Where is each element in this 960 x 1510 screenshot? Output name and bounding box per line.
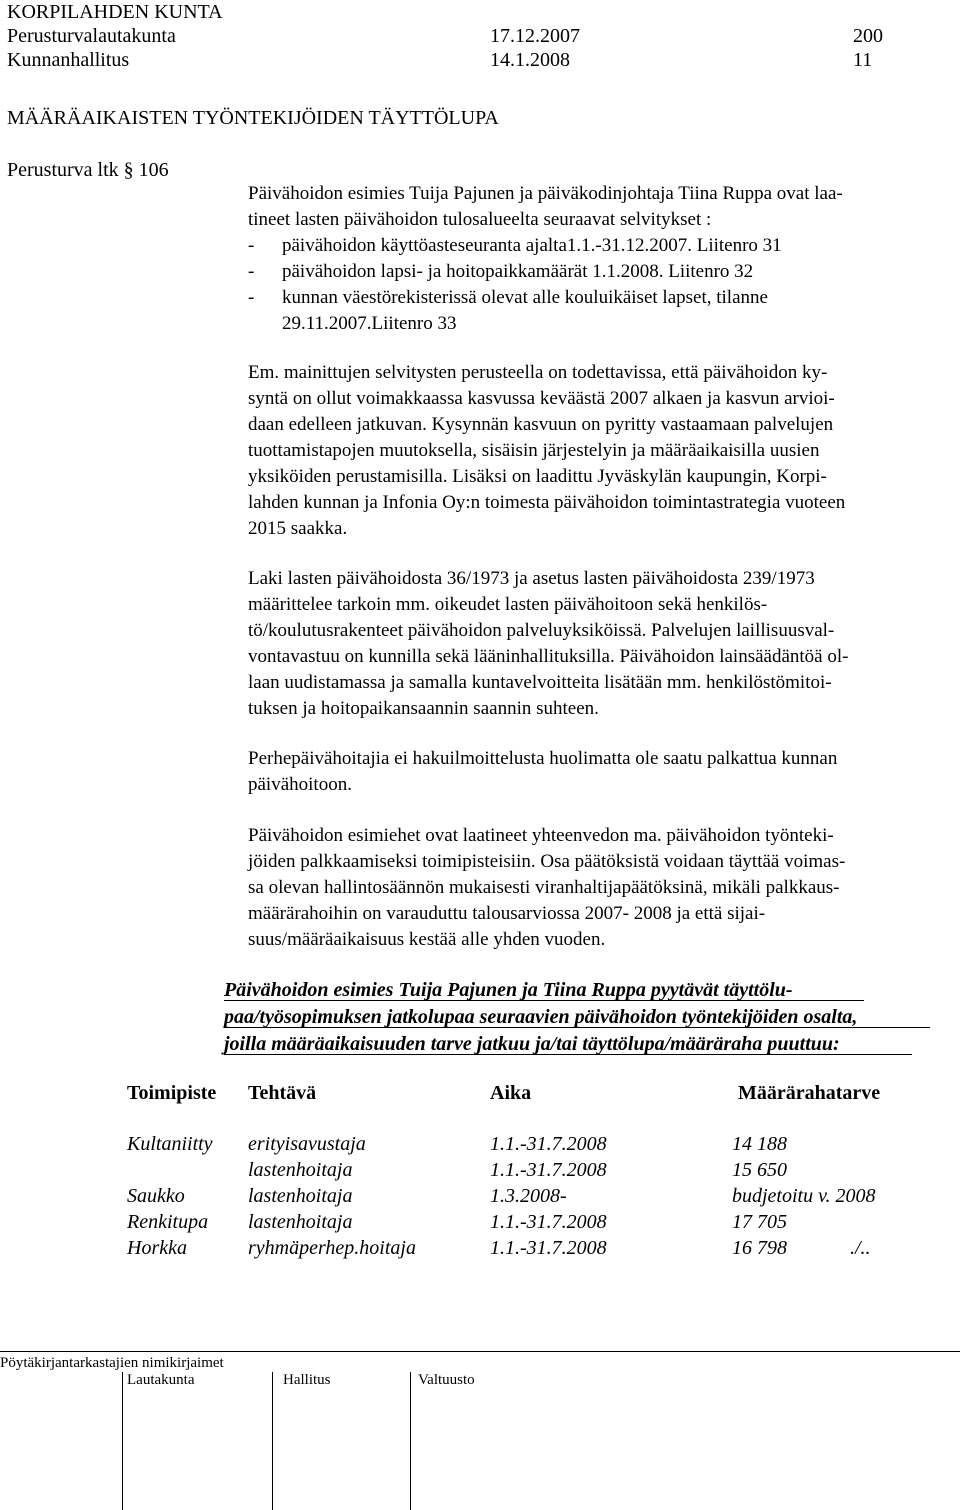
table-cell-task: lastenhoitaja bbox=[248, 1159, 353, 1181]
table-cell-period: 1.1.-31.7.2008 bbox=[490, 1133, 607, 1155]
paragraph-line: tö/koulutusrakenteet päivähoidon palveluyksiköissä. Palvelujen laillisuusval- bbox=[248, 620, 835, 641]
meeting-date-1: 17.12.2007 bbox=[490, 25, 580, 47]
paragraph-line: päivähoitoon. bbox=[248, 774, 352, 795]
bullet-dash: - bbox=[248, 261, 255, 282]
meeting-date-2: 14.1.2008 bbox=[490, 49, 570, 71]
continuation-mark: ./.. bbox=[850, 1237, 871, 1259]
table-cell-location: Saukko bbox=[127, 1185, 185, 1207]
table-cell-budget: 15 650 bbox=[732, 1159, 787, 1181]
table-cell-task: lastenhoitaja bbox=[248, 1185, 353, 1207]
paragraph-demand bbox=[248, 360, 950, 542]
footer-column-board: Lautakunta bbox=[127, 1372, 195, 1388]
paragraph-line: määrittelee tarkoin mm. oikeudet lasten päivähoitoon sekä henkilös- bbox=[248, 594, 768, 615]
table-cell-period: 1.1.-31.7.2008 bbox=[490, 1237, 607, 1259]
footer-signature-line bbox=[122, 1372, 123, 1510]
footer-column-council: Valtuusto bbox=[418, 1372, 475, 1388]
footer-column-government: Hallitus bbox=[283, 1372, 331, 1388]
table-cell-period: 1.1.-31.7.2008 bbox=[490, 1211, 607, 1233]
request-line: paa/työsopimuksen jatkolupaa seuraavien päivähoidon työntekijöiden osalta, bbox=[224, 1006, 858, 1028]
paragraph-line: lahden kunnan ja Infonia Oy:n toimesta päivähoidon toimintastrategia vuoteen bbox=[248, 492, 846, 513]
request-line: Päivähoidon esimies Tuija Pajunen ja Tiina Ruppa pyytävät täyttölu- bbox=[224, 979, 793, 1001]
bullet-item: päivähoidon käyttöasteseuranta ajalta1.1.-31.12.2007. Liitenro 31 bbox=[282, 235, 782, 256]
table-cell-period: 1.3.2008- bbox=[490, 1185, 567, 1207]
paragraph-line: tuksen ja hoitopaikansaannin saannin suhteen. bbox=[248, 698, 599, 719]
bullet-item: kunnan väestörekisterissä olevat alle kouluikäiset lapset, tilanne bbox=[282, 287, 768, 308]
table-cell-task: ryhmäperhep.hoitaja bbox=[248, 1237, 416, 1259]
paragraph-line: yksiköiden perustamisilla. Lisäksi on laadittu Jyväskylän kaupungin, Korpi- bbox=[248, 466, 827, 487]
request-underline bbox=[224, 1000, 864, 1001]
footer-signature-line bbox=[272, 1372, 273, 1510]
paragraph-line: Päivähoidon esimiehet ovat laatineet yhteenvedon ma. päivähoidon työnteki- bbox=[248, 825, 834, 846]
bullet-item: päivähoidon lapsi- ja hoitopaikkamäärät 1.1.2008. Liitenro 32 bbox=[282, 261, 754, 282]
table-cell-task: lastenhoitaja bbox=[248, 1211, 353, 1233]
footer-signature-line bbox=[410, 1372, 411, 1510]
bullet-dash: - bbox=[248, 235, 255, 256]
table-cell-period: 1.1.-31.7.2008 bbox=[490, 1159, 607, 1181]
table-header-location: Toimipiste bbox=[127, 1082, 217, 1104]
paragraph-line: syntä on ollut voimakkaassa kasvussa keväästä 2007 alkaen ja kasvun arvioi- bbox=[248, 388, 835, 409]
board-name-2: Kunnanhallitus bbox=[7, 49, 130, 71]
paragraph-line: vontavastuu on kunnilla sekä lääninhallituksilla. Päivähoidon lainsäädäntöä ol- bbox=[248, 646, 849, 667]
table-cell-location: Kultaniitty bbox=[127, 1133, 213, 1155]
document-title: MÄÄRÄAIKAISTEN TYÖNTEKIJÖIDEN TÄYTTÖLUPA bbox=[7, 107, 499, 129]
table-cell-budget: 16 798 bbox=[732, 1237, 787, 1259]
request-underline bbox=[224, 1054, 912, 1055]
bullet-item-continuation: 29.11.2007.Liitenro 33 bbox=[282, 313, 457, 334]
intro-line: tineet lasten päivähoidon tulosalueelta seuraavat selvitykset : bbox=[248, 209, 712, 230]
intro-line: Päivähoidon esimies Tuija Pajunen ja päiväkodinjohtaja Tiina Ruppa ovat laa- bbox=[248, 183, 843, 204]
paragraph-line: tuottamistapojen muutoksella, sisäisin järjestelyin ja määräaikaisilla uusien bbox=[248, 440, 820, 461]
table-cell-budget: 14 188 bbox=[732, 1133, 787, 1155]
table-cell-task: erityisavustaja bbox=[248, 1133, 366, 1155]
table-header-period: Aika bbox=[490, 1082, 532, 1104]
paragraph-line: daan edelleen jatkuvan. Kysynnän kasvuun on pyritty vastaamaan palvelujen bbox=[248, 414, 834, 435]
table-header-task: Tehtävä bbox=[248, 1082, 317, 1104]
paragraph-family-daycare bbox=[248, 746, 950, 798]
request-line: joilla määräaikaisuuden tarve jatkuu ja/tai täyttölupa/määräraha puuttuu: bbox=[224, 1033, 840, 1055]
page-number-1: 200 bbox=[853, 25, 883, 47]
section-reference: Perusturva ltk § 106 bbox=[7, 159, 169, 181]
table-header-budget: Määrärahatarve bbox=[738, 1082, 881, 1104]
table-cell-location: Horkka bbox=[127, 1237, 187, 1259]
table-cell-budget: 17 705 bbox=[732, 1211, 787, 1233]
paragraph-summary bbox=[248, 823, 950, 953]
paragraph-line: sa olevan hallintosäännön mukaisesti viranhaltijapäätöksinä, mikäli palkkaus- bbox=[248, 877, 840, 898]
paragraph-legislation bbox=[248, 566, 950, 722]
bullet-dash: - bbox=[248, 287, 255, 308]
paragraph-line: suus/määräaikaisuus kestää alle yhden vuoden. bbox=[248, 929, 606, 950]
paragraph-line: Em. mainittujen selvitysten perusteella on todettavissa, että päivähoidon ky- bbox=[248, 362, 828, 383]
page-number-2: 11 bbox=[853, 49, 873, 71]
footer-divider bbox=[0, 1351, 960, 1352]
table-cell-budget: budjetoitu v. 2008 bbox=[732, 1185, 876, 1207]
paragraph-line: Perhepäivähoitajia ei hakuilmoittelusta huolimatta ole saatu palkattua kunnan bbox=[248, 748, 838, 769]
paragraph-line: 2015 saakka. bbox=[248, 518, 348, 539]
org-name: KORPILAHDEN KUNTA bbox=[7, 1, 223, 23]
paragraph-line: laan uudistamassa ja samalla kuntavelvoitteita lisätään mm. henkilöstömitoi- bbox=[248, 672, 832, 693]
paragraph-line: jöiden palkkaamiseksi toimipisteisiin. Osa päätöksistä voidaan täyttää voimas- bbox=[248, 851, 846, 872]
paragraph-line: määrärahoihin on varauduttu talousarviossa 2007- 2008 ja että sijai- bbox=[248, 903, 766, 924]
table-cell-location: Renkitupa bbox=[127, 1211, 209, 1233]
intro-paragraph bbox=[248, 181, 950, 233]
footer-title: Pöytäkirjantarkastajien nimikirjaimet bbox=[0, 1355, 224, 1371]
request-underline bbox=[224, 1027, 930, 1028]
paragraph-line: Laki lasten päivähoidosta 36/1973 ja asetus lasten päivähoidosta 239/1973 bbox=[248, 568, 815, 589]
board-name-1: Perusturvalautakunta bbox=[7, 25, 176, 47]
